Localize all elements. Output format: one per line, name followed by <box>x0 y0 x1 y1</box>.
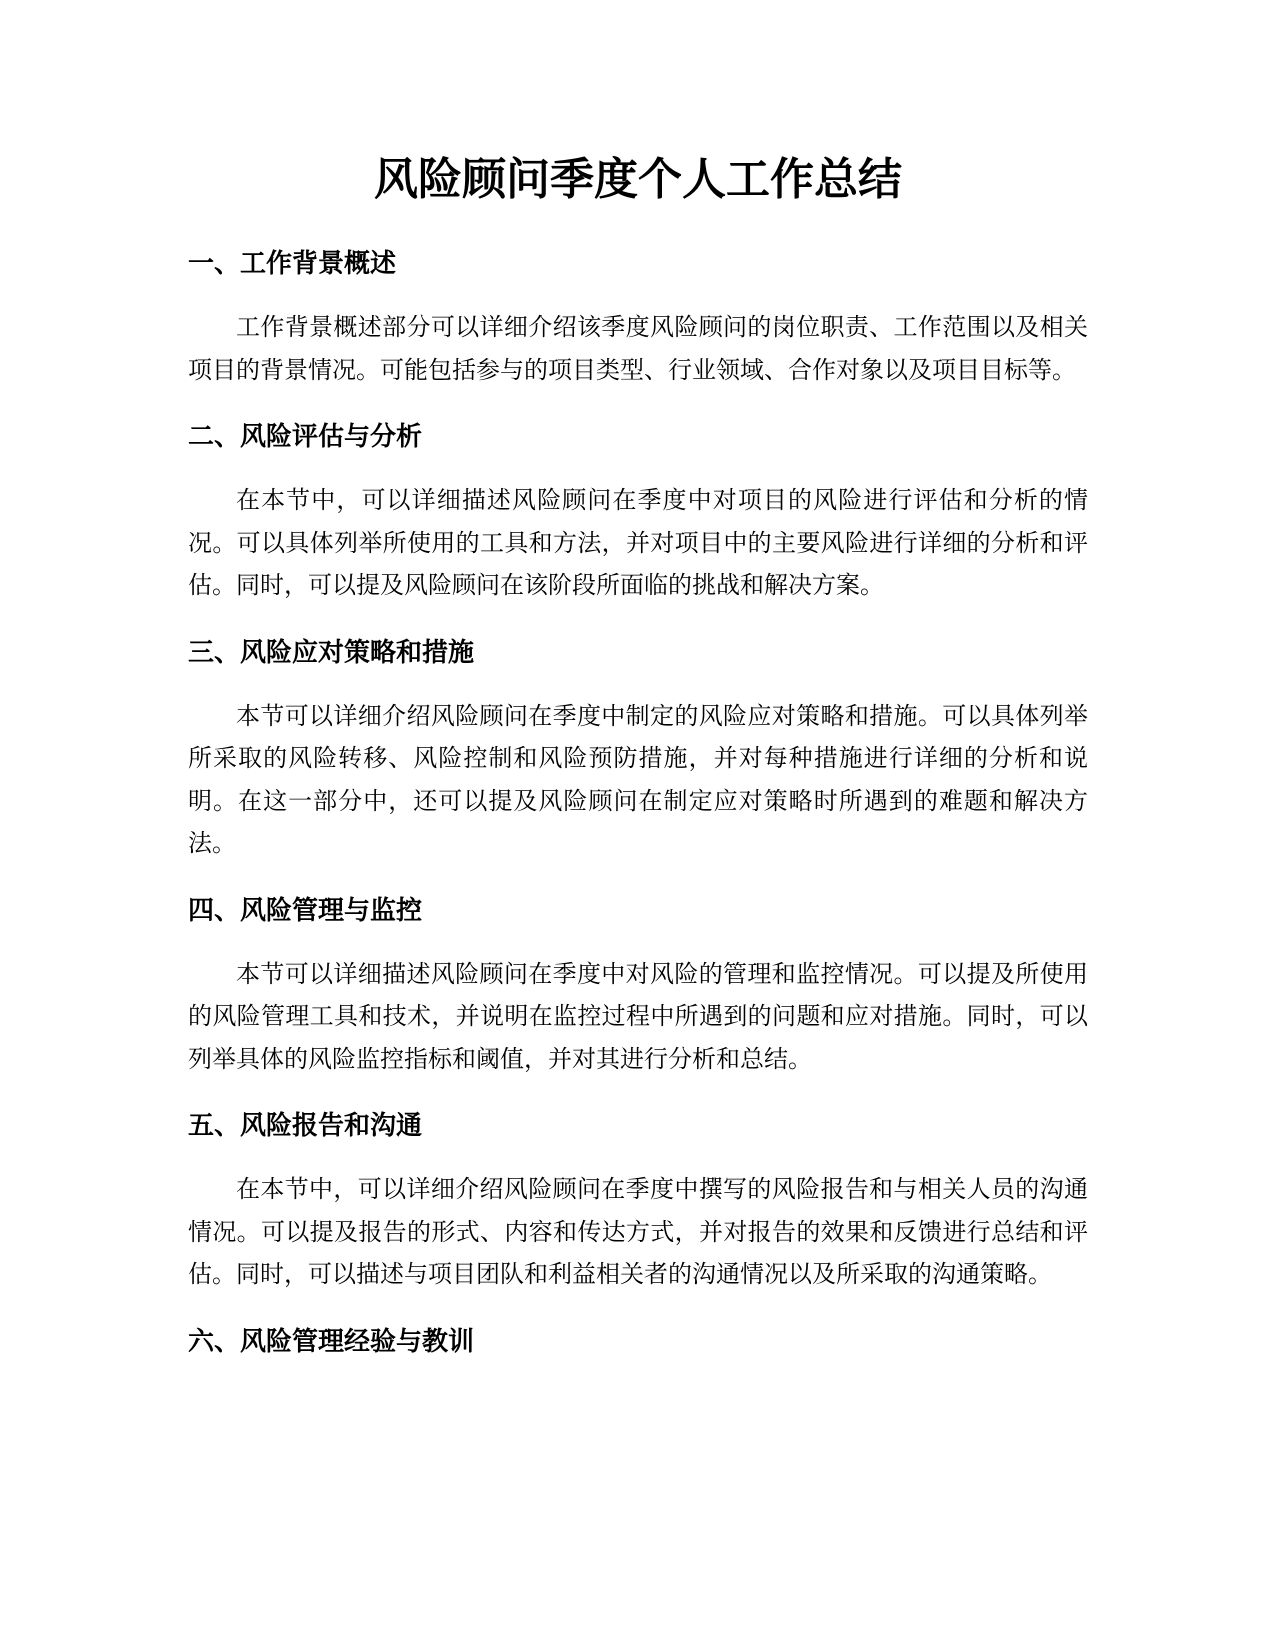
section-risk-monitoring <box>188 893 1088 1081</box>
section-heading: 一、工作背景概述 <box>188 249 397 279</box>
section-paragraph: 本节可以详细描述风险顾问在季度中对风险的管理和监控情况。可以提及所使用的风险管理工具和技术，并说明在监控过程中所遇到的问题和应对措施。同时，可以列举具体的风险监控指标和阈值，并对其进行分析和总结。 <box>188 959 1088 1073</box>
section-work-background <box>188 246 1088 391</box>
section-lessons-learned <box>188 1324 1088 1360</box>
section-heading: 四、风险管理与监控 <box>188 895 423 926</box>
section-paragraph: 在本节中，可以详细介绍风险顾问在季度中撰写的风险报告和与相关人员的沟通情况。可以提及报告的形式、内容和传达方式，并对报告的效果和反馈进行总结和评估。同时，可以描述与项目团队和利益相关者的沟通情况以及所采取的沟通策略。 <box>188 1175 1088 1288</box>
section-paragraph: 本节可以详细介绍风险顾问在季度中制定的风险应对策略和措施。可以具体列举所采取的风险转移、风险控制和风险预防措施，并对每种措施进行详细的分析和说明。在这一部分中，还可以提及风险顾问在制定应对策略时所遇到的难题和解决方法。 <box>188 701 1088 857</box>
section-heading: 二、风险评估与分析 <box>188 422 423 452</box>
section-heading: 三、风险应对策略和措施 <box>188 637 475 668</box>
section-heading: 六、风险管理经验与教训 <box>188 1326 475 1357</box>
section-paragraph: 在本节中，可以详细描述风险顾问在季度中对项目的风险进行评估和分析的情况。可以具体列举所使用的工具和方法，并对项目中的主要风险进行详细的分析和评估。同时，可以提及风险顾问在该阶段所面临的挑战和解决方案。 <box>188 486 1088 599</box>
section-paragraph: 工作背景概述部分可以详细介绍该季度风险顾问的岗位职责、工作范围以及相关项目的背景情况。可能包括参与的项目类型、行业领域、合作对象以及项目目标等。 <box>188 313 1088 384</box>
section-risk-reporting <box>188 1108 1088 1296</box>
section-risk-response <box>188 635 1088 865</box>
document-title: 风险顾问季度个人工作总结 <box>374 154 902 205</box>
section-heading: 五、风险报告和沟通 <box>188 1111 423 1141</box>
document-content <box>188 150 1088 1360</box>
section-risk-assessment <box>188 419 1088 607</box>
